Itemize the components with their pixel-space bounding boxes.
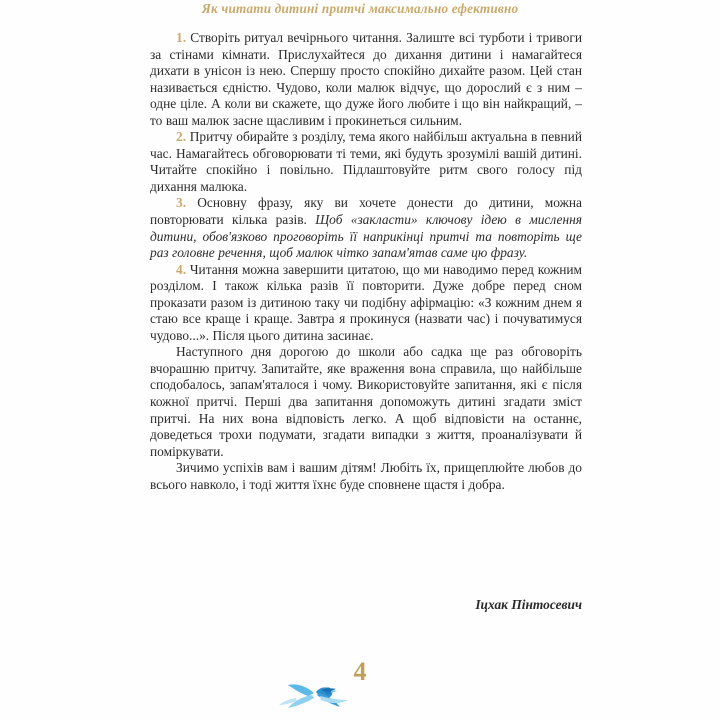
body-paragraph xyxy=(150,460,582,493)
bird-illustration xyxy=(276,678,360,720)
body-paragraph xyxy=(150,262,582,345)
paragraph-text: Притчу обирайте з розділу, тема якого найбільш актуальна в певний час. Намагайтесь обговорювати ті теми, які будуть зрозумілі вашій дитині. Читайте спокійно і повільно. Підлаштовуйте ритм свого голосу під дихання малюка. xyxy=(150,129,582,194)
author-signature: Іцхак Пінтосевич xyxy=(475,597,582,612)
body-paragraph xyxy=(150,30,582,129)
paragraph-text: Основну фразу, яку ви хочете донести до дитини, можна повторювати кілька разів. xyxy=(150,195,582,228)
body-paragraph xyxy=(150,129,582,195)
body-paragraph xyxy=(150,195,582,261)
running-head: Як читати дитині притчі максимально ефективно xyxy=(201,1,519,16)
paragraph-number: 4. xyxy=(176,261,187,277)
paragraph-number: 2. xyxy=(176,129,187,145)
paragraph-number: 1. xyxy=(176,30,187,45)
emphasis-text: Щоб «закласти» ключову ідею в мислення дитини, обов'язково проговоріть її наприкінці притчі та повторіть ще раз головне речення, щоб малюк чітко запам'ятав саме цю фразу. xyxy=(150,212,583,261)
paragraph-text: Зичимо успіхів вам і вашим дітям! Любіть їх, прищеплюйте любов до всього навколо, і тоді життя їхнє буде сповнене щастя і добра. xyxy=(150,460,582,492)
paragraph-text: Читання можна завершити цитатою, що ми наводимо перед кожним розділом. І також кілька разів її повторити. Дуже добре перед сном проказати разом із дитиною таку чи подібну афірмацію: «З кожним днем я стаю все краще і краще. Завтра я прокинуся (назвати час) і почуватимуся чудово...». Після цього дитина засинає. xyxy=(150,261,582,343)
paragraph-number: 3. xyxy=(176,195,187,211)
body-paragraph xyxy=(150,344,582,460)
paragraph-text: Наступного дня дорогою до школи або садка ще раз обговоріть вчорашню притчу. Запитайте, яке враження вона справила, що найбільше сподобалось, запам'яталося і чому. Використовуйте запитання, які є після кожної притчі. Перші два запитання допоможуть дитині згадати зміст притчі. На них вона відповість легко. А щоб відповісти на останнє, доведеться трохи подумати, згадати випадки з життя, проаналізувати й поміркувати. xyxy=(150,344,582,459)
page-number: 4 xyxy=(353,657,367,686)
paragraph-text: Створіть ритуал вечірнього читання. Залиште всі турботи і тривоги за стінами кімнати. Прислухайтеся до дихання дитини і намагайтеся дихати в унісон із нею. Спершу просто спокійно дихайте разом. Цей стан називається єдністю. Чудово, коли малюк відчує, що дорослий є з ним – одне ціле. А коли ви скажете, що дуже його любите і що він найкращий, – то ваш малюк засне щасливим і прокинеться сильним. xyxy=(150,30,582,128)
body-text-column xyxy=(150,30,582,493)
